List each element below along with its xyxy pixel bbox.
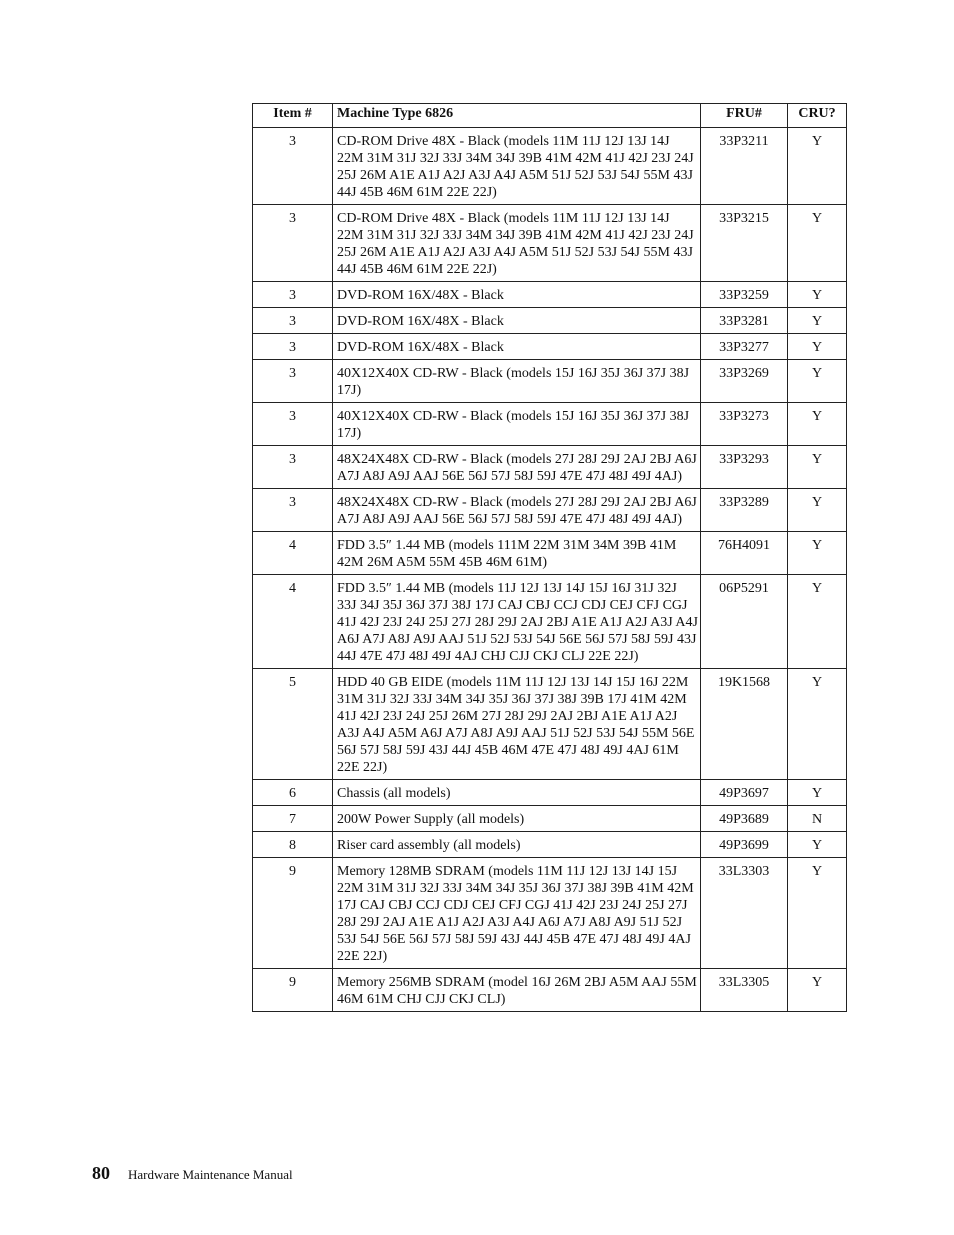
table-row	[253, 282, 847, 308]
fru-parts-table	[252, 103, 847, 1012]
page-number: 80	[92, 1163, 110, 1183]
cell-cru: Y	[788, 575, 847, 669]
cell-description: FDD 3.5″ 1.44 MB (models 111M 22M 31M 34M 39B 41M 42M 26M A5M 55M 45B 46M 61M)	[333, 532, 701, 575]
cell-description: DVD-ROM 16X/48X - Black	[333, 308, 701, 334]
cell-fru-number: 06P5291	[701, 575, 788, 669]
cell-item-number: 7	[253, 806, 333, 832]
table-row	[253, 403, 847, 446]
cell-cru: Y	[788, 858, 847, 969]
cell-item-number: 8	[253, 832, 333, 858]
cell-cru: Y	[788, 205, 847, 282]
cell-item-number: 3	[253, 489, 333, 532]
cell-cru: Y	[788, 334, 847, 360]
cell-fru-number: 49P3699	[701, 832, 788, 858]
table-row	[253, 489, 847, 532]
cell-fru-number: 33P3277	[701, 334, 788, 360]
cell-fru-number: 33L3305	[701, 969, 788, 1012]
cell-fru-number: 33L3303	[701, 858, 788, 969]
manual-title: Hardware Maintenance Manual	[128, 1167, 293, 1182]
cell-cru: N	[788, 806, 847, 832]
header-fru-number: FRU#	[701, 104, 788, 128]
cell-item-number: 5	[253, 669, 333, 780]
table-row	[253, 128, 847, 205]
table-header-row	[253, 104, 847, 128]
cell-cru: Y	[788, 403, 847, 446]
cell-cru: Y	[788, 446, 847, 489]
cell-description: DVD-ROM 16X/48X - Black	[333, 334, 701, 360]
table-row	[253, 806, 847, 832]
cell-fru-number: 33P3211	[701, 128, 788, 205]
cell-description: HDD 40 GB EIDE (models 11M 11J 12J 13J 14J 15J 16J 22M 31M 31J 32J 33J 34M 34J 35J 36J 37J 38J 39B 17J 41M 42M 41J 42J 23J 24J 25J 26M 27J 28J 29J 2AJ 2BJ A1E A1J A2J A3J A4J A5M A6J A7J A8J A9J AAJ 51J 52J 53J 54J 55M 56E 56J 57J 58J 59J 43J 44J 45B 46M 47E 47J 48J 49J 4AJ 61M 22E 22J)	[333, 669, 701, 780]
table-body	[253, 128, 847, 1012]
cell-cru: Y	[788, 832, 847, 858]
cell-cru: Y	[788, 969, 847, 1012]
cell-item-number: 3	[253, 334, 333, 360]
table-row	[253, 969, 847, 1012]
cell-description: 48X24X48X CD-RW - Black (models 27J 28J 29J 2AJ 2BJ A6J A7J A8J A9J AAJ 56E 56J 57J 58J 59J 47E 47J 48J 49J 4AJ)	[333, 446, 701, 489]
cell-cru: Y	[788, 780, 847, 806]
cell-description: 40X12X40X CD-RW - Black (models 15J 16J 35J 36J 37J 38J 17J)	[333, 360, 701, 403]
cell-item-number: 3	[253, 446, 333, 489]
table-row	[253, 360, 847, 403]
cell-fru-number: 33P3215	[701, 205, 788, 282]
cell-fru-number: 49P3697	[701, 780, 788, 806]
table-row	[253, 858, 847, 969]
cell-item-number: 3	[253, 360, 333, 403]
cell-item-number: 4	[253, 532, 333, 575]
cell-description: DVD-ROM 16X/48X - Black	[333, 282, 701, 308]
cell-item-number: 9	[253, 858, 333, 969]
cell-fru-number: 33P3259	[701, 282, 788, 308]
table-row	[253, 334, 847, 360]
cell-description: 40X12X40X CD-RW - Black (models 15J 16J 35J 36J 37J 38J 17J)	[333, 403, 701, 446]
cell-description: Memory 128MB SDRAM (models 11M 11J 12J 13J 14J 15J 22M 31M 31J 32J 33J 34M 34J 35J 36J 37J 38J 39B 41M 42M 17J CAJ CBJ CCJ CDJ CEJ CFJ CGJ 41J 42J 23J 24J 25J 27J 28J 29J 2AJ A1E A1J A2J A3J A4J A6J A7J A8J A9J 51J 52J 53J 54J 56E 56J 57J 58J 59J 43J 44J 45B 47E 47J 48J 49J 4AJ 22E 22J)	[333, 858, 701, 969]
cell-cru: Y	[788, 360, 847, 403]
cell-item-number: 6	[253, 780, 333, 806]
cell-item-number: 9	[253, 969, 333, 1012]
cell-fru-number: 33P3293	[701, 446, 788, 489]
cell-item-number: 3	[253, 308, 333, 334]
table-row	[253, 832, 847, 858]
cell-description: 200W Power Supply (all models)	[333, 806, 701, 832]
table-row	[253, 780, 847, 806]
table-row	[253, 205, 847, 282]
cell-fru-number: 33P3273	[701, 403, 788, 446]
cell-fru-number: 49P3689	[701, 806, 788, 832]
cell-description: Chassis (all models)	[333, 780, 701, 806]
header-machine-type: Machine Type 6826	[333, 104, 701, 128]
table-row	[253, 669, 847, 780]
cell-item-number: 3	[253, 205, 333, 282]
table-row	[253, 575, 847, 669]
cell-description: CD-ROM Drive 48X - Black (models 11M 11J 12J 13J 14J 22M 31M 31J 32J 33J 34M 34J 39B 41M 42M 41J 42J 23J 24J 25J 26M A1E A1J A2J A3J A4J A5M 51J 52J 53J 54J 55M 43J 44J 45B 46M 61M 22E 22J)	[333, 205, 701, 282]
header-cru: CRU?	[788, 104, 847, 128]
cell-fru-number: 76H4091	[701, 532, 788, 575]
cell-item-number: 3	[253, 128, 333, 205]
cell-description: FDD 3.5″ 1.44 MB (models 11J 12J 13J 14J 15J 16J 31J 32J 33J 34J 35J 36J 37J 38J 17J CAJ CBJ CCJ CDJ CEJ CFJ CGJ 41J 42J 23J 24J 25J 27J 28J 29J 2AJ 2BJ A1E A1J A2J A3J A4J A6J A7J A8J A9J AAJ 51J 52J 53J 54J 56E 56J 57J 58J 59J 43J 44J 47E 47J 48J 49J 4AJ CHJ CJJ CKJ CLJ 22E 22J)	[333, 575, 701, 669]
cell-description: Riser card assembly (all models)	[333, 832, 701, 858]
cell-fru-number: 33P3289	[701, 489, 788, 532]
header-item-number: Item #	[253, 104, 333, 128]
cell-cru: Y	[788, 669, 847, 780]
cell-fru-number: 33P3269	[701, 360, 788, 403]
table-row	[253, 308, 847, 334]
cell-item-number: 3	[253, 403, 333, 446]
cell-item-number: 4	[253, 575, 333, 669]
cell-description: Memory 256MB SDRAM (model 16J 26M 2BJ A5M AAJ 55M 46M 61M CHJ CJJ CKJ CLJ)	[333, 969, 701, 1012]
cell-cru: Y	[788, 489, 847, 532]
table-row	[253, 446, 847, 489]
cell-cru: Y	[788, 532, 847, 575]
cell-fru-number: 33P3281	[701, 308, 788, 334]
cell-fru-number: 19K1568	[701, 669, 788, 780]
cell-cru: Y	[788, 308, 847, 334]
cell-description: CD-ROM Drive 48X - Black (models 11M 11J 12J 13J 14J 22M 31M 31J 32J 33J 34M 34J 39B 41M 42M 41J 42J 23J 24J 25J 26M A1E A1J A2J A3J A4J A5M 51J 52J 53J 54J 55M 43J 44J 45B 46M 61M 22E 22J)	[333, 128, 701, 205]
page-footer	[92, 1163, 293, 1184]
cell-cru: Y	[788, 282, 847, 308]
cell-cru: Y	[788, 128, 847, 205]
cell-description: 48X24X48X CD-RW - Black (models 27J 28J 29J 2AJ 2BJ A6J A7J A8J A9J AAJ 56E 56J 57J 58J 59J 47E 47J 48J 49J 4AJ)	[333, 489, 701, 532]
cell-item-number: 3	[253, 282, 333, 308]
table-row	[253, 532, 847, 575]
